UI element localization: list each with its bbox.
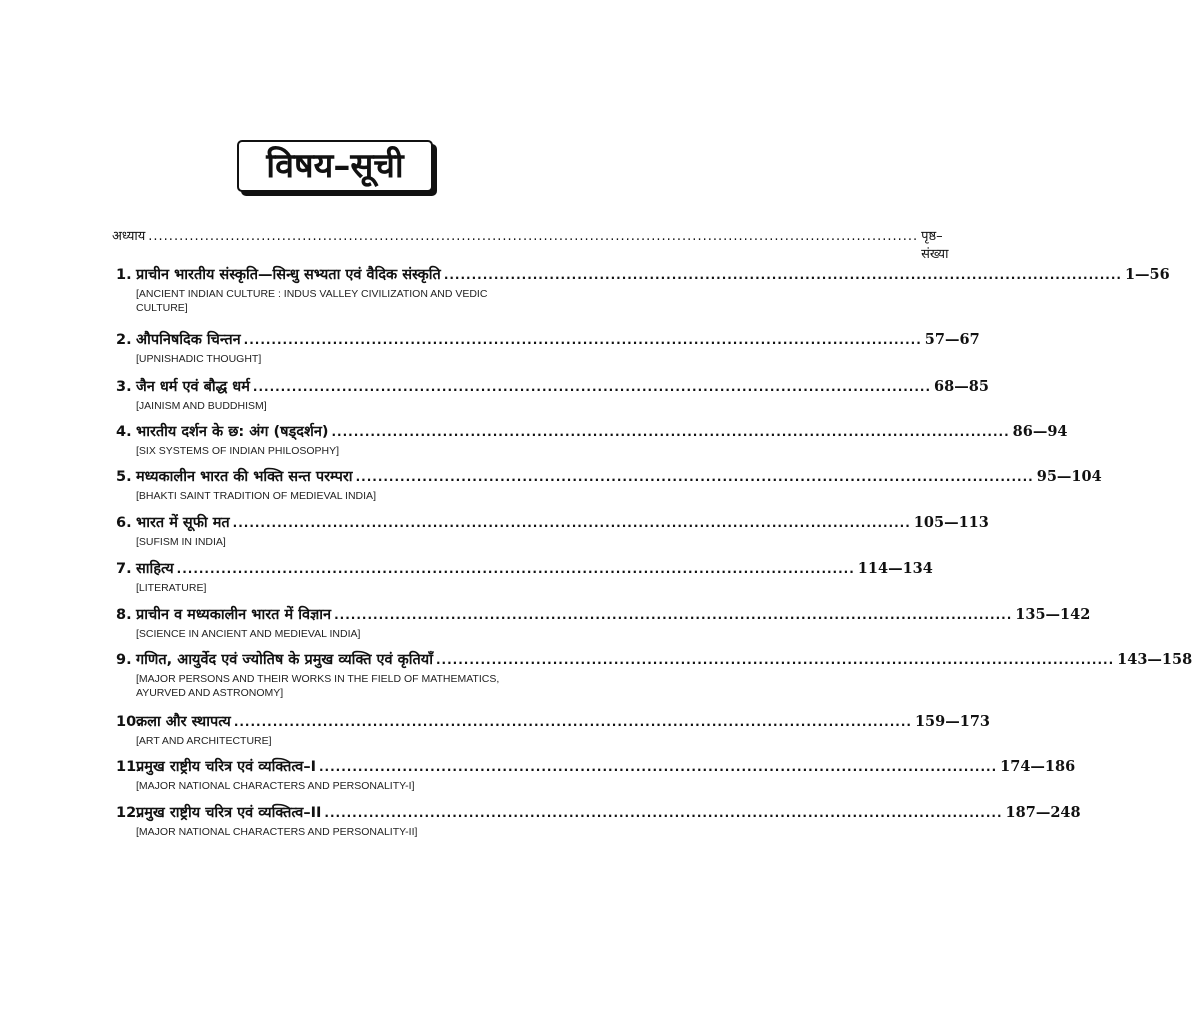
- leader-dots: ..........................................................................................................................: [232, 516, 911, 530]
- chapter-number: 12.: [116, 805, 142, 821]
- chapter-title-english: [SIX SYSTEMS OF INDIAN PHILOSOPHY]: [136, 445, 340, 457]
- chapter-number: 4.: [116, 424, 132, 440]
- toc-entry-line: [116, 376, 989, 396]
- chapter-title-english: [MAJOR NATIONAL CHARACTERS AND PERSONALITY-I]: [136, 780, 415, 792]
- chapter-title-english: [ANCIENT INDIAN CULTURE : INDUS VALLEY CIVILIZATION AND VEDIC CULTURE]: [136, 288, 488, 314]
- page-range: 143—158: [1117, 651, 1192, 668]
- chapter-number: 6.: [116, 515, 132, 531]
- page-range: 1—56: [1124, 266, 1170, 283]
- chapter-title-english: [MAJOR PERSONS AND THEIR WORKS IN THE FIELD OF MATHEMATICS, AYURVED AND ASTRONOMY]: [136, 673, 500, 699]
- toc-entry: [116, 376, 989, 413]
- chapter-title-hindi: औपनिषदिक चिन्तन: [136, 332, 241, 348]
- chapter-title-english: [SCIENCE IN ANCIENT AND MEDIEVAL INDIA]: [136, 628, 361, 640]
- chapter-number: 8.: [116, 607, 132, 623]
- leader-dots: ..........................................................................................................................: [355, 470, 1034, 484]
- page-range: 68—85: [934, 378, 989, 395]
- chapter-title-hindi: गणित, आयुर्वेद एवं ज्योतिष के प्रमुख व्यक्ति एवं कृतियाँ: [136, 652, 433, 668]
- leader-dots: ..........................................................................................................................: [176, 562, 855, 576]
- leader-dots: ..........................................................................................................................: [334, 608, 1013, 622]
- toc-entry: [116, 711, 991, 748]
- toc-entry: [116, 466, 1102, 503]
- toc-entry-line: [116, 466, 1102, 486]
- toc-entry-line: [116, 604, 1091, 624]
- chapter-column-label: अध्याय: [112, 229, 146, 244]
- chapter-title-english: [BHAKTI SAINT TRADITION OF MEDIEVAL INDIA]: [136, 490, 376, 502]
- chapter-title-hindi: प्राचीन भारतीय संस्कृति—सिन्धु सभ्यता एवं वैदिक संस्कृति: [136, 267, 441, 283]
- chapter-title-hindi: प्रमुख राष्ट्रीय चरित्र एवं व्यक्तित्व–I: [136, 759, 316, 775]
- page-range: 95—104: [1036, 468, 1102, 485]
- page-range: 159—173: [914, 713, 991, 730]
- leader-dots: ..........................................................................................................................: [318, 760, 998, 774]
- toc-entry-line: [116, 329, 980, 349]
- toc-entry: [116, 558, 933, 595]
- page-range: 86—94: [1012, 423, 1068, 440]
- toc-entry: [116, 649, 1192, 700]
- page-title: विषय–सूची: [237, 140, 433, 192]
- chapter-title-hindi: भारतीय दर्शन के छ: अंग (षड्दर्शन): [136, 424, 329, 440]
- chapter-number: 1.: [116, 267, 132, 283]
- toc-entry: [116, 756, 1076, 793]
- toc-entry-line: [116, 421, 1068, 441]
- chapter-number: 9.: [116, 652, 132, 668]
- leader-dots: ..........................................................................................................................: [435, 653, 1115, 667]
- leader-dots: ..........................................................................................................................: [243, 333, 922, 347]
- toc-entry-line: [116, 558, 933, 578]
- toc-entry-line: [116, 711, 991, 731]
- leader-dots: ..........................................................................................................................: [324, 806, 1003, 820]
- chapter-title-english: [SUFISM IN INDIA]: [136, 536, 226, 548]
- page-range: 135—142: [1015, 606, 1091, 623]
- chapter-title-hindi: कला और स्थापत्य: [136, 714, 231, 730]
- toc-entry: [116, 329, 980, 366]
- page-number-column-label: पृष्ठ–संख्या: [921, 229, 949, 262]
- chapter-title-hindi: मध्यकालीन भारत की भक्ति सन्त परम्परा: [136, 469, 353, 485]
- chapter-number: 10.: [116, 714, 142, 730]
- page-range: 174—186: [1000, 758, 1076, 775]
- chapter-title-english: [LITERATURE]: [136, 582, 207, 594]
- chapter-title-hindi: भारत में सूफी मत: [136, 515, 230, 531]
- page-range: 57—67: [924, 331, 980, 348]
- chapter-title-hindi: जैन धर्म एवं बौद्ध धर्म: [136, 379, 250, 395]
- toc-entry-line: [116, 756, 1076, 776]
- toc-entry: [116, 802, 1081, 839]
- toc-entry: [116, 604, 1091, 641]
- leader-dots: ..........................................................................................................................: [233, 715, 912, 729]
- toc-entry-line: [116, 264, 1170, 284]
- chapter-number: 5.: [116, 469, 132, 485]
- chapter-title-hindi: प्रमुख राष्ट्रीय चरित्र एवं व्यक्तित्व–II: [136, 805, 322, 821]
- page-range: 114—134: [857, 560, 933, 577]
- chapter-number: 2.: [116, 332, 132, 348]
- toc-entry: [116, 421, 1068, 458]
- toc-entry-line: [116, 512, 989, 532]
- chapter-number: 3.: [116, 379, 132, 395]
- chapter-number: 7.: [116, 561, 132, 577]
- toc-header: [112, 226, 949, 262]
- toc-entry: [116, 264, 1170, 315]
- leader-dots: ..........................................................................................................................: [331, 425, 1010, 439]
- chapter-title-english: [UPNISHADIC THOUGHT]: [136, 353, 262, 365]
- leader-dots: ......................................................................................................................................................: [148, 229, 919, 244]
- chapter-title-hindi: प्राचीन व मध्यकालीन भारत में विज्ञान: [136, 607, 332, 623]
- chapter-number: 11.: [116, 759, 142, 775]
- toc-entry-line: [116, 802, 1081, 822]
- chapter-title-english: [JAINISM AND BUDDHISM]: [136, 400, 267, 412]
- page-range: 105—113: [913, 514, 989, 531]
- chapter-title-english: [MAJOR NATIONAL CHARACTERS AND PERSONALITY-II]: [136, 826, 418, 838]
- toc-entry: [116, 512, 989, 549]
- leader-dots: ..........................................................................................................................: [443, 268, 1122, 282]
- chapter-title-hindi: साहित्य: [136, 561, 174, 577]
- chapter-title-english: [ART AND ARCHITECTURE]: [136, 735, 272, 747]
- leader-dots: ..........................................................................................................................: [252, 380, 932, 394]
- page-range: 187—248: [1005, 804, 1081, 821]
- toc-entry-line: [116, 649, 1192, 669]
